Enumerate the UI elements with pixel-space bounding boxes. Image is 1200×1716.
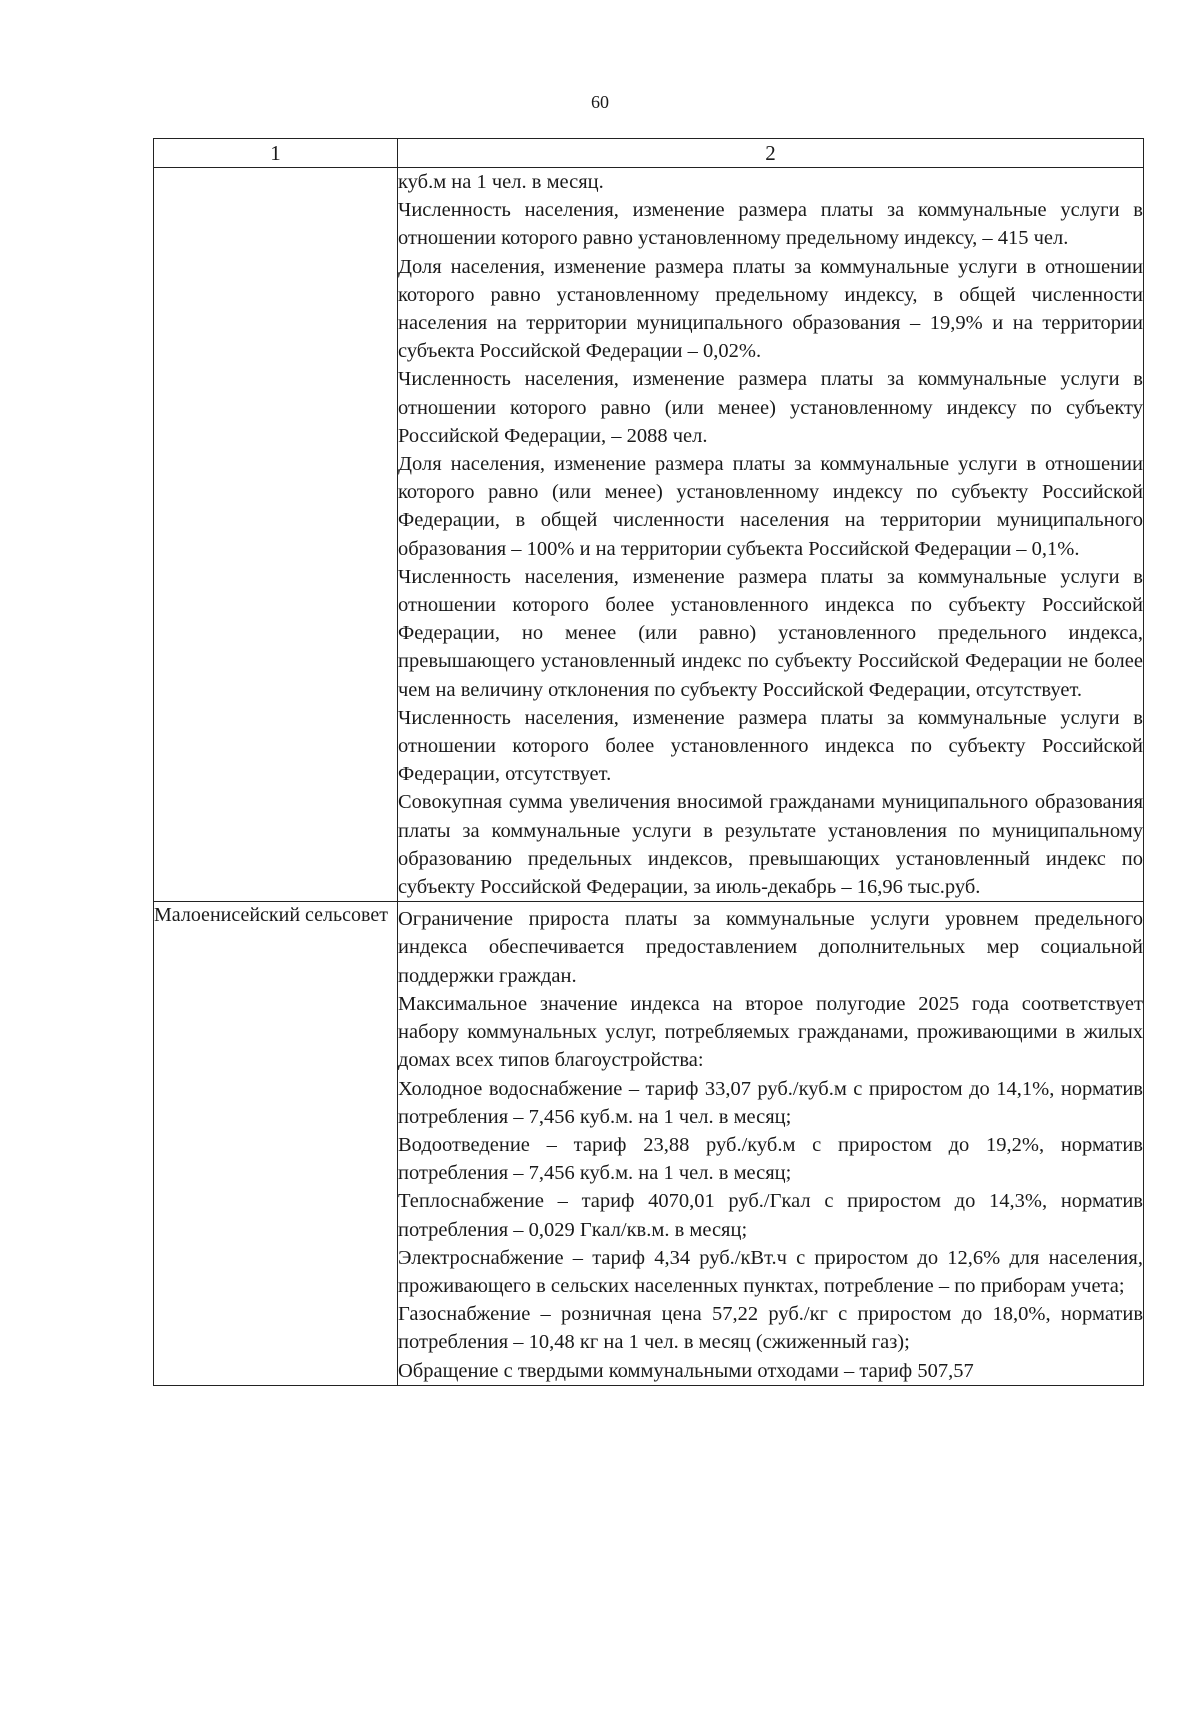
paragraph: Газоснабжение – розничная цена 57,22 руб./кг с приростом до 18,0%, норматив потребления – 10,48 кг на 1 чел. в месяц (сжиженный газ);: [398, 1303, 1143, 1354]
paragraph: Максимальное значение индекса на второе полугодие 2025 года соответствует набору коммунальных услуг, потребляемых гражданами, проживающими в жилых домах всех типов благоустройства:: [398, 992, 1143, 1072]
column-header-1: 1: [154, 139, 398, 168]
paragraph: Доля населения, изменение размера платы за коммунальные услуги в отношении которого равно установленному предельному индексу, в общей численности населения на территории муниципального образования – 19,9% и на территории субъекта Российской Федерации – 0,02%.: [398, 255, 1143, 363]
paragraph: Ограничение прироста платы за коммунальные услуги уровнем предельного индекса обеспечивается предоставлением дополнительных мер социальной поддержки граждан.: [398, 908, 1143, 987]
column-header-2: 2: [398, 139, 1144, 168]
paragraph: Доля населения, изменение размера платы за коммунальные услуги в отношении которого равно (или менее) установленному индексу по субъекту Российской Федерации, в общей численности населения на территории муниципального образования – 100% и на территории субъекта Российской Федерации – 0,1%.: [398, 453, 1143, 560]
paragraph: Численность населения, изменение размера платы за коммунальные услуги в отношении которого более установленного индекса по субъекту Российской Федерации, но менее (или равно) установленного предельного индекса, превышающего установленный индекс по субъекту Российской Федерации не более чем на величину отклонения по субъекту Российской Федерации, отсутствует.: [398, 565, 1143, 701]
table-header-row: [154, 139, 1144, 168]
paragraph: куб.м на 1 чел. в месяц.: [398, 171, 604, 193]
paragraph: Теплоснабжение – тариф 4070,01 руб./Гкал с приростом до 14,3%, норматив потребления – 0,029 Гкал/кв.м. в месяц;: [398, 1190, 1143, 1241]
paragraph: Водоотведение – тариф 23,88 руб./куб.м с приростом до 19,2%, норматив потребления – 7,456 куб.м. на 1 чел. в месяц;: [398, 1133, 1143, 1185]
municipality-name-cell: [154, 168, 398, 902]
description-cell: [398, 902, 1144, 1385]
municipality-name-cell: Малоенисейский сельсовет: [154, 902, 398, 1385]
table-row: [154, 902, 1144, 1385]
table-row: [154, 168, 1144, 902]
page-number: 60: [591, 92, 609, 112]
paragraph: Холодное водоснабжение – тариф 33,07 руб./куб.м с приростом до 14,1%, норматив потребления – 7,456 куб.м. на 1 чел. в месяц;: [398, 1077, 1143, 1128]
paragraph: Численность населения, изменение размера платы за коммунальные услуги в отношении которого равно установленному предельному индексу, – 415 чел.: [398, 199, 1143, 250]
paragraph: Обращение с твердыми коммунальными отходами – тариф 507,57: [398, 1359, 974, 1382]
paragraph: Электроснабжение – тариф 4,34 руб./кВт.ч с приростом до 12,6% для населения, проживающего в сельских населенных пунктах, потребление – по приборам учета;: [398, 1246, 1143, 1297]
description-cell: [398, 168, 1144, 902]
paragraph: Численность населения, изменение размера платы за коммунальные услуги в отношении которого более установленного индекса по субъекту Российской Федерации, отсутствует.: [398, 706, 1143, 786]
paragraph: Совокупная сумма увеличения вносимой гражданами муниципального образования платы за коммунальные услуги в результате установления по муниципальному образованию предельных индексов, превышающих установленный индекс по субъекту Российской Федерации, за июль-декабрь – 16,96 тыс.руб.: [398, 791, 1143, 899]
document-table: [153, 138, 1144, 1386]
paragraph: Численность населения, изменение размера платы за коммунальные услуги в отношении которого равно (или менее) установленному индексу по субъекту Российской Федерации, – 2088 чел.: [398, 368, 1143, 447]
